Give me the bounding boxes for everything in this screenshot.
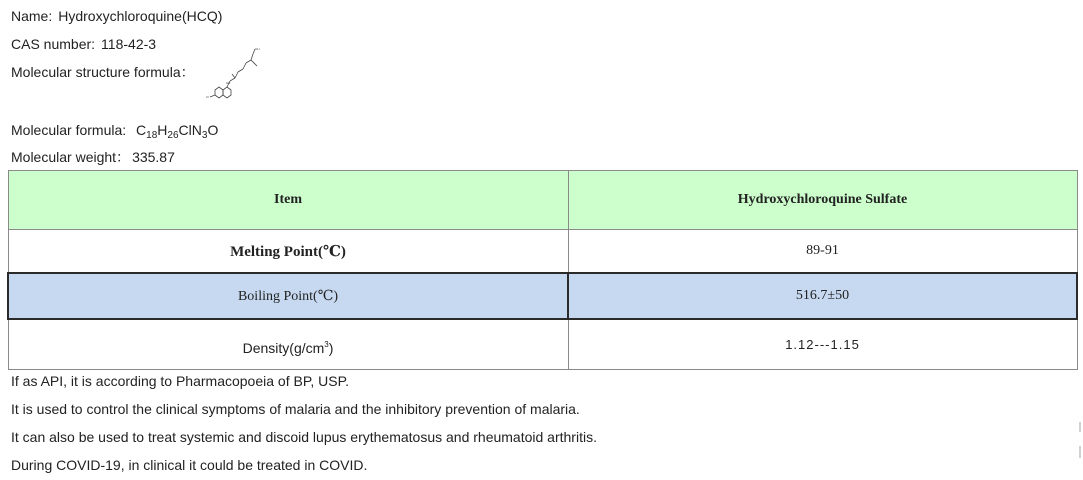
name-value: Hydroxychloroquine(HCQ) [58, 8, 223, 24]
svg-text:HN: HN [226, 81, 231, 85]
note-line: It can also be used to treat systemic and discoid lupus erythematosus and rheumatoid arthritis. [11, 429, 597, 445]
scrollbar-mark [1079, 422, 1081, 432]
header-item: Item [8, 171, 568, 230]
cas-value: 118-42-3 [101, 36, 157, 52]
properties-table [7, 170, 1078, 370]
boiling-point-value: 516.7±50 [568, 273, 1077, 319]
formula-line [11, 121, 218, 139]
note-line: If as API, it is according to Pharmacopoeia of BP, USP. [11, 373, 350, 389]
table-row [8, 273, 1077, 319]
table-row [8, 230, 1077, 274]
name-line [11, 7, 222, 25]
header-product: Hydroxychloroquine Sulfate [568, 171, 1077, 230]
boiling-point-label: Boiling Point(℃) [8, 273, 568, 319]
melting-point-value: 89-91 [568, 230, 1077, 274]
cas-label: CAS number: [11, 36, 96, 52]
molecular-structure-image [205, 46, 263, 102]
molecular-weight-line [11, 148, 175, 166]
density-label: $Density(g/cm^3)$ [8, 319, 568, 370]
melting-point-label: Melting Point(℃) [8, 230, 568, 274]
svg-text:OH: OH [255, 47, 260, 51]
structure-label: Molecular structure formula： [11, 64, 195, 80]
formula-label: Molecular formula: [11, 122, 127, 138]
structure-line [11, 63, 195, 81]
note-line: It is used to control the clinical symptoms of malaria and the inhibitory prevention of malaria. [11, 401, 580, 417]
table-header-row [8, 171, 1077, 230]
name-label: Name: [11, 8, 53, 24]
density-value: 1.12---1.15 [568, 319, 1077, 370]
table-row [8, 319, 1077, 370]
mw-value: 335.87 [132, 149, 175, 165]
cas-line [11, 35, 156, 53]
note-line: During COVID-19, in clinical it could be treated in COVID. [11, 457, 368, 473]
mw-label: Molecular weight： [11, 149, 131, 165]
formula-value: $C_{18}H_{26}ClN_3O$ [136, 122, 219, 141]
scrollbar-mark [1079, 446, 1081, 458]
svg-text:Cl: Cl [206, 95, 209, 99]
